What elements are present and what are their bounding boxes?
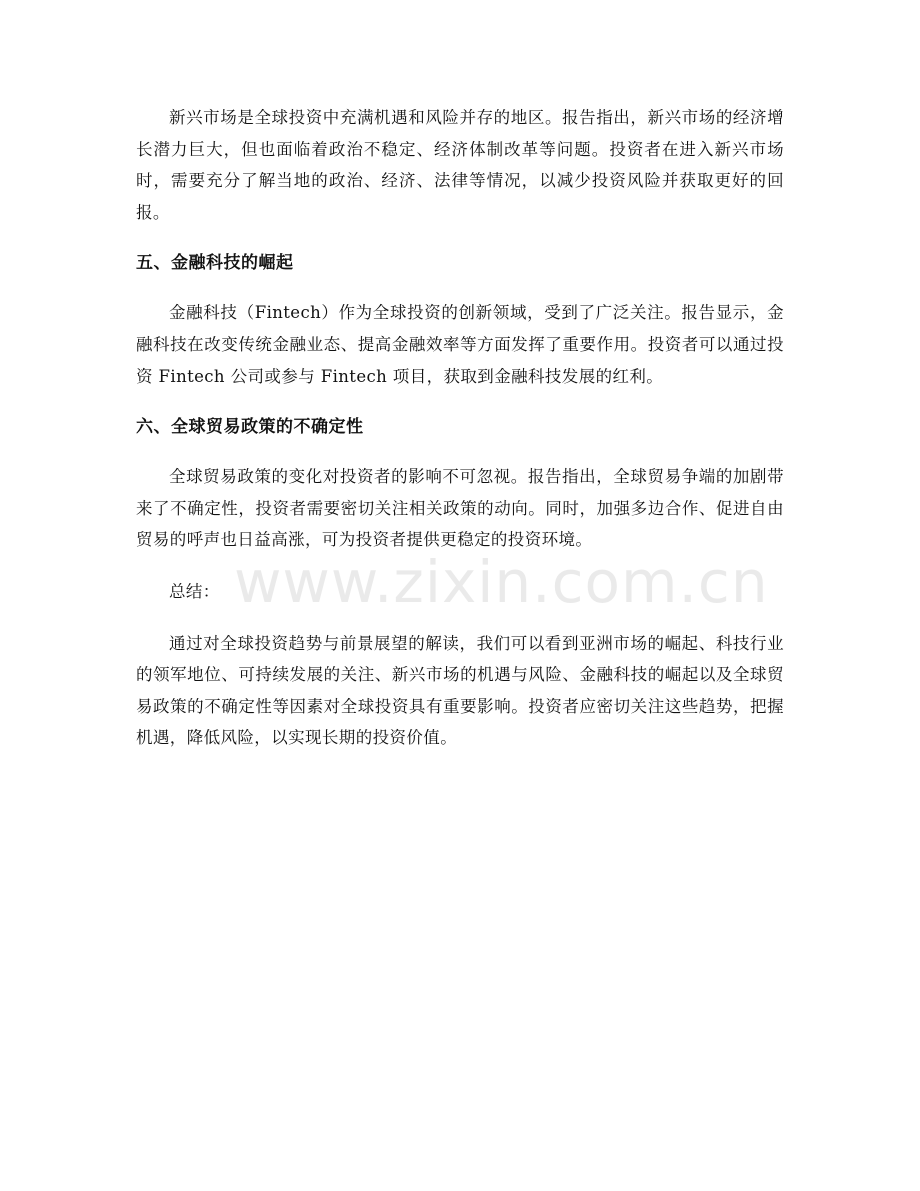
paragraph-emerging-markets: 新兴市场是全球投资中充满机遇和风险并存的地区。报告指出，新兴市场的经济增长潜力巨大，但也面临着政治不稳定、经济体制改革等问题。投资者在进入新兴市场时，需要充分了解当地的政治、经济、法律等情况，以减少投资风险并获取更好的回报。 [136, 108, 784, 222]
summary-label: 总结： [169, 581, 220, 601]
paragraph-trade-policy: 全球贸易政策的变化对投资者的影响不可忽视。报告指出，全球贸易争端的加剧带来了不确定性，投资者需要密切关注相关政策的动向。同时，加强多边合作、促进自由贸易的呼声也日益高涨，可为投资者提供更稳定的投资环境。 [136, 467, 784, 550]
section-heading-fintech: 五、金融科技的崛起 [136, 253, 294, 274]
watermark-text: www.zixin.com.cn [234, 548, 769, 616]
paragraph-fintech: 金融科技（Fintech）作为全球投资的创新领域，受到了广泛关注。报告显示，金融科技在改变传统金融业态、提高金融效率等方面发挥了重要作用。投资者可以通过投资 Fintech 公司或参与 Fintech 项目，获取到金融科技发展的红利。 [136, 303, 784, 386]
document-body [136, 102, 784, 754]
section-heading-trade-policy: 六、全球贸易政策的不确定性 [136, 417, 364, 438]
paragraph-summary: 通过对全球投资趋势与前景展望的解读，我们可以看到亚洲市场的崛起、科技行业的领军地位、可持续发展的关注、新兴市场的机遇与风险、金融科技的崛起以及全球贸易政策的不确定性等因素对全球投资具有重要影响。投资者应密切关注这些趋势，把握机遇，降低风险，以实现长期的投资价值。 [136, 633, 784, 748]
